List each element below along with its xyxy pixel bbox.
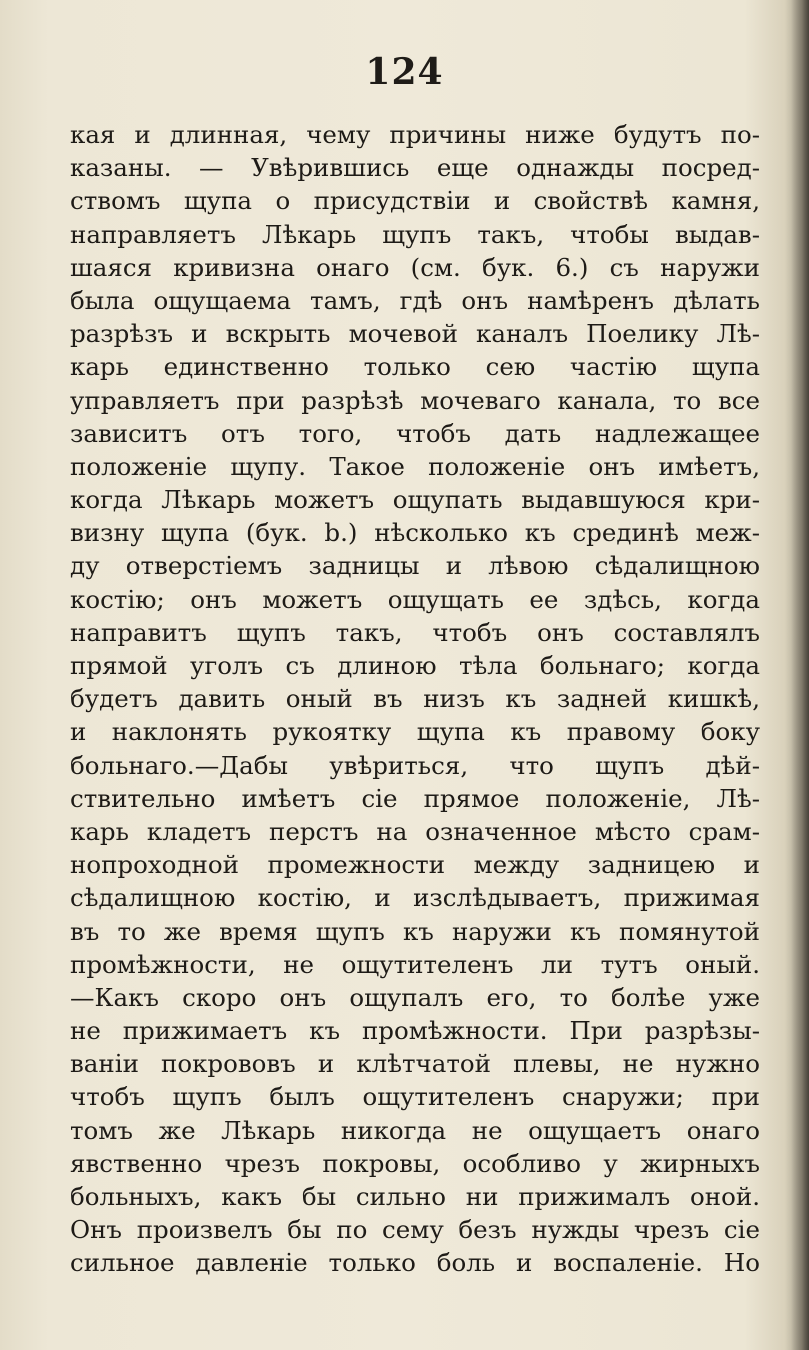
text-line: когда Лѣкарь можетъ ощупать выдавшуюся кри-	[70, 485, 760, 515]
text-line: положеніе щупу. Такое положеніе онъ имѣетъ,	[70, 451, 760, 481]
text-line: направляетъ Лѣкарь щупъ такъ, чтобы выдав-	[70, 219, 760, 249]
text-line: будетъ давить оный въ низъ къ задней кишкѣ,	[70, 684, 760, 714]
text-line: —Какъ скоро онъ ощупалъ его, то болѣе уже	[70, 982, 760, 1012]
text-line: ствомъ щупа о присудствіи и свойствѣ камня,	[70, 186, 760, 216]
page-number: 124	[365, 51, 444, 93]
text-line: Онъ произвелъ бы по сему безъ нужды чрезъ сіе	[70, 1215, 760, 1245]
text-line: была ощущаема тамъ, гдѣ онъ намѣренъ дѣлать	[70, 285, 760, 315]
text-line: шаяся кривизна онаго (см. бук. 6.) съ наружи	[70, 252, 760, 282]
text-line: промѣжности, не ощутителенъ ли тутъ оный.	[70, 949, 760, 979]
text-line: костію; онъ можетъ ощущать ее здѣсь, когда	[70, 584, 760, 614]
text-line: и наклонять рукоятку щупа къ правому боку	[70, 717, 760, 747]
body-text	[70, 118, 760, 1280]
text-line: больнаго.—Дабы увѣриться, что щупъ дѣй-	[70, 750, 760, 780]
text-line: визну щупа (бук. b.) нѣсколько къ срединѣ меж-	[70, 518, 760, 548]
text-line: больныхъ, какъ бы сильно ни прижималъ оной.	[70, 1182, 760, 1211]
text-line: разрѣзъ и вскрыть мочевой каналъ Поелику Лѣ-	[70, 319, 760, 349]
text-line: ду отверстіемъ задницы и лѣвою сѣдалищною	[70, 551, 760, 581]
text-line: сѣдалищною костію, и изслѣдываетъ, прижимая	[70, 883, 760, 913]
text-line: ваніи покрововъ и клѣтчатой плевы, не нужно	[70, 1049, 760, 1079]
text-line: карь кладетъ перстъ на означенное мѣсто срам-	[70, 816, 760, 846]
text-line: чтобъ щупъ былъ ощутителенъ снаружи; при	[70, 1082, 760, 1112]
text-line: казаны. — Увѣрившись еще однажды посред-	[70, 153, 760, 183]
page-edge-shadow	[791, 0, 809, 1350]
text-line: явственно чрезъ покровы, особливо у жирныхъ	[70, 1148, 760, 1178]
text-line: кая и длинная, чему причины ниже будутъ по-	[70, 120, 760, 149]
text-line: въ то же время щупъ къ наружи къ помянутой	[70, 916, 760, 946]
text-line: управляетъ при разрѣзѣ мочеваго канала, то все	[70, 385, 760, 415]
text-line: карь единственно только сею частію щупа	[70, 352, 760, 382]
text-line: томъ же Лѣкарь никогда не ощущаетъ онаго	[70, 1115, 760, 1145]
text-line: не прижимаетъ къ промѣжности. При разрѣзы-	[70, 1016, 760, 1046]
text-line: ствительно имѣетъ сіе прямое положеніе, Лѣ-	[70, 783, 760, 813]
text-line: сильное давленіе только боль и воспаленіе. Но	[70, 1248, 760, 1278]
text-line: прямой уголъ съ длиною тѣла больнаго; когда	[70, 651, 760, 680]
text-line: направитъ щупъ такъ, чтобъ онъ составлялъ	[70, 617, 760, 647]
text-line: зависитъ отъ того, чтобъ дать надлежащее	[70, 418, 760, 448]
text-line: нопроходной промежности между задницею и	[70, 850, 760, 880]
